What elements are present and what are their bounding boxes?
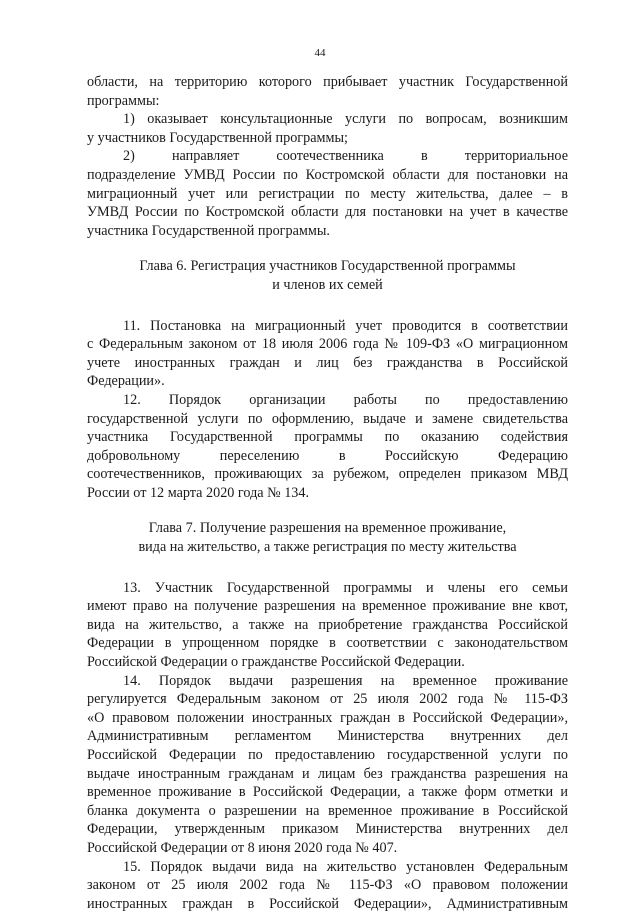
text-line: иностранных граждан в Российской Федерации», Административным xyxy=(87,895,568,912)
text-line: Российской Федерации по предоставлению государственной услуги по xyxy=(87,747,568,763)
paragraph-15 xyxy=(87,858,568,913)
text-line: Федерации». xyxy=(87,373,165,390)
text-line: Федерации в упрощенном порядке в соответствии с законодательством xyxy=(87,635,568,652)
text-line: 12. Порядок организации работы по предоставлению xyxy=(123,391,568,408)
page-number: 44 xyxy=(314,47,326,59)
document-body xyxy=(87,73,568,913)
text-line: учете иностранных граждан и лиц без гражданства в Российской xyxy=(87,354,568,371)
text-line: 15. Порядок выдачи вида на жительство установлен Федеральным xyxy=(123,858,568,875)
text-line: программы: xyxy=(87,92,160,109)
text-line: 14. Порядок выдачи разрешения на временное проживание xyxy=(123,672,568,689)
chapter-title-line: Глава 6. Регистрация участников Государственной программы xyxy=(139,258,516,275)
text-line: у участников Государственной программы; xyxy=(87,129,348,146)
text-line: соотечественников, проживающих за рубежом, определен приказом МВД xyxy=(87,466,568,483)
list-item-1 xyxy=(87,110,568,147)
paragraph-14 xyxy=(87,672,568,858)
text-line: участника Государственной программы по оказанию содействия xyxy=(87,429,568,446)
chapter-title-line: вида на жительство, а также регистрация по месту жительства xyxy=(138,539,517,556)
text-line: миграционный учет или регистрации по месту жительства, далее – в xyxy=(87,185,568,202)
text-line: Федерации, утвержденным приказом Министерства внутренних дел xyxy=(87,821,568,838)
chapter-title-line: и членов их семей xyxy=(272,276,383,293)
text-line: подразделение УМВД России по Костромской области для постановки на xyxy=(87,166,568,183)
text-line: Административным регламентом Министерства внутренних дел xyxy=(87,728,568,745)
text-line: Российской Федерации от 8 июня 2020 года № 407. xyxy=(87,839,398,856)
text-line: имеют право на получение разрешения на временное проживание вне квот, xyxy=(87,598,568,615)
text-line: «О правовом положении иностранных граждан в Российской Федерации», xyxy=(87,709,568,726)
text-line: 11. Постановка на миграционный учет проводится в соответствии xyxy=(123,317,568,334)
chapter-7-heading xyxy=(87,519,568,556)
text-line: 13. Участник Государственной программы и члены его семьи xyxy=(123,579,568,596)
text-line: Российской Федерации о гражданстве Российской Федерации. xyxy=(87,654,465,671)
text-line: законом от 25 июля 2002 года № 115-ФЗ «О правовом положении xyxy=(87,877,568,894)
text-line: государственной услуги по оформлению, выдаче и замене свидетельства xyxy=(87,410,568,427)
text-line: с Федеральным законом от 18 июля 2006 года № 109-ФЗ «О миграционном xyxy=(87,336,568,353)
text-line: участника Государственной программы. xyxy=(87,222,330,239)
text-line: временное проживание в Российской Федерации, а также форм отметки и xyxy=(87,784,568,801)
text-line: вида на жительство, а также на приобретение гражданства Российской xyxy=(87,616,568,633)
text-line: выдаче иностранным гражданам и лицам без гражданства разрешения на xyxy=(87,765,568,782)
text-line: бланка документа о разрешении на временное проживание в Российской xyxy=(87,802,568,819)
text-line: России от 12 марта 2020 года № 134. xyxy=(87,484,310,501)
text-line: 1) оказывает консультационные услуги по вопросам, возникшим xyxy=(123,111,568,128)
list-item-2 xyxy=(87,147,568,240)
chapter-6-heading xyxy=(87,257,568,294)
chapter-title-line: Глава 7. Получение разрешения на временное проживание, xyxy=(148,520,507,537)
text-line: 2) направляет соотечественника в территориальное xyxy=(123,148,568,165)
text-line: области, на территорию которого прибывает участник Государственной xyxy=(87,74,568,90)
intro-paragraph xyxy=(87,73,568,110)
text-line: регулируется Федеральным законом от 25 июля 2002 года № 115-ФЗ xyxy=(87,691,568,708)
paragraph-13 xyxy=(87,579,568,672)
paragraph-12 xyxy=(87,391,568,503)
text-line: УМВД России по Костромской области для постановки на учет в качестве xyxy=(87,204,568,221)
paragraph-11 xyxy=(87,317,568,391)
text-line: добровольному переселению в Российскую Федерацию xyxy=(87,447,568,464)
